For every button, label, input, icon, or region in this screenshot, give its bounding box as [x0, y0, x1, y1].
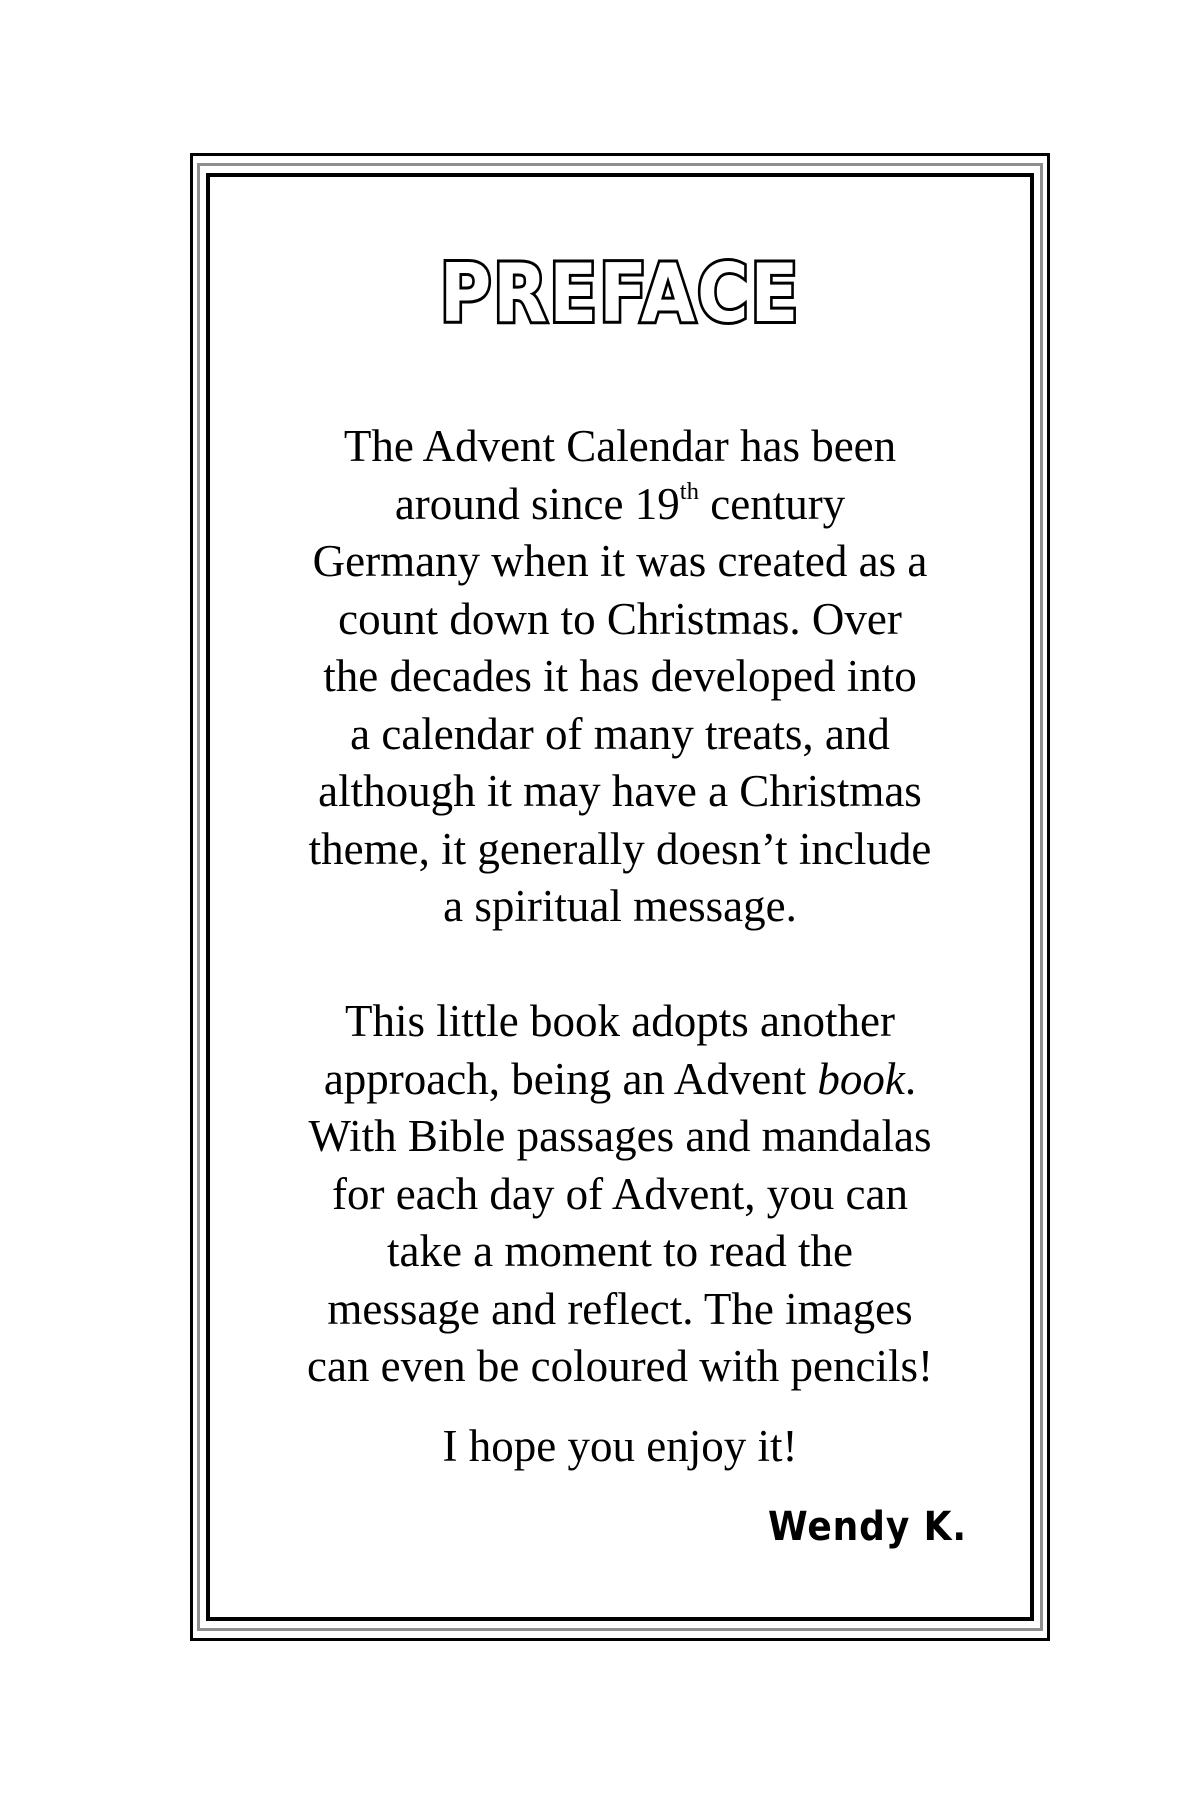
text-line — [210, 1051, 1030, 1109]
text-line: the decades it has developed into — [323, 651, 917, 701]
text-line: With Bible passages and mandalas — [308, 1111, 932, 1161]
text-line: a calendar of many treats, and — [350, 708, 890, 759]
ordinal-superscript: th — [679, 477, 699, 505]
text-fragment: approach, being an Advent — [323, 1053, 818, 1104]
text-line: I hope you enjoy it! — [442, 1421, 798, 1471]
author-signature: Wendy K. — [768, 1504, 968, 1550]
text-fragment: . — [904, 1053, 917, 1104]
text-line: Germany when it was created as a — [312, 536, 928, 586]
text-line: The Advent Calendar has been — [343, 421, 897, 471]
text-line: count down to Christmas. Over — [338, 593, 902, 644]
preface-paragraph-1 — [210, 418, 1030, 936]
text-line: a spiritual message. — [443, 881, 797, 931]
text-line: can even be coloured with pencils! — [306, 1341, 933, 1391]
text-fragment: around since 19 — [394, 478, 680, 529]
preface-paragraph-2 — [210, 993, 1030, 1396]
text-fragment: century — [699, 478, 846, 529]
text-line: take a moment to read the — [386, 1226, 854, 1276]
text-line — [210, 476, 1030, 534]
page-title: PREFACE — [439, 247, 801, 340]
text-line: for each day of Advent, you can — [331, 1168, 909, 1219]
text-line: This little book adopts another — [345, 996, 895, 1046]
text-line: theme, it generally doesn’t include — [308, 823, 932, 874]
text-line: message and reflect. The images — [327, 1283, 913, 1334]
italic-emphasis: book — [817, 1053, 905, 1104]
preface-closing — [210, 1418, 1030, 1476]
text-line: although it may have a Christmas — [318, 766, 922, 816]
